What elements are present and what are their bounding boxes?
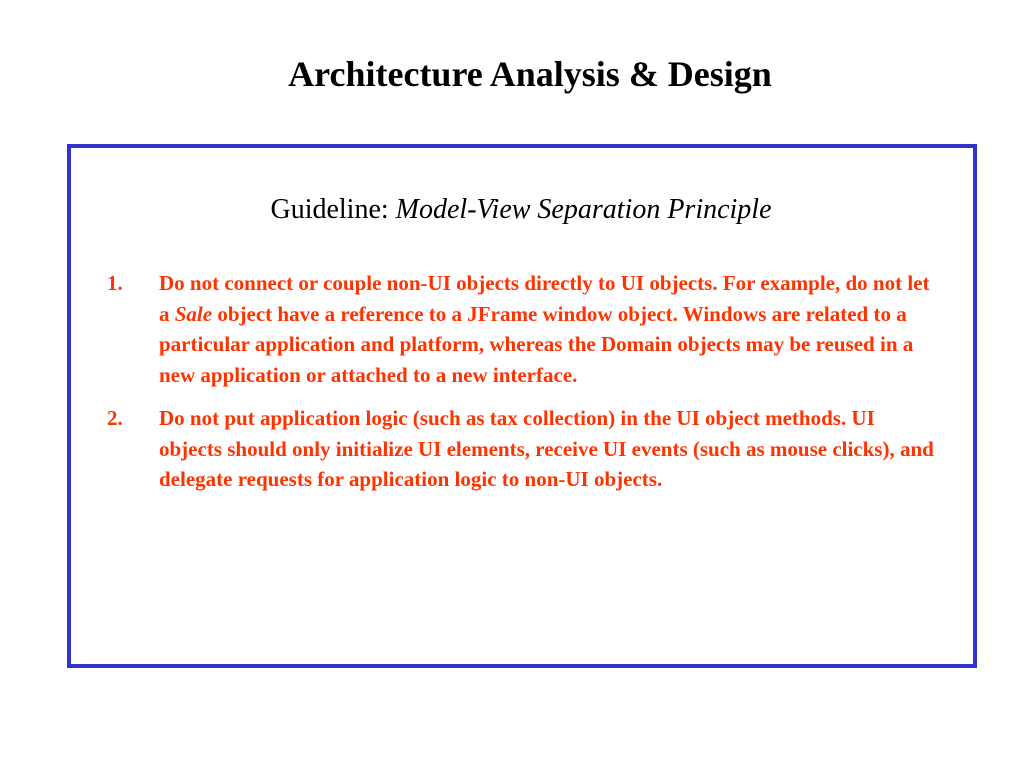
slide-title: Architecture Analysis & Design bbox=[288, 54, 772, 94]
list-item bbox=[107, 268, 937, 390]
list-item-number: 2. bbox=[107, 406, 123, 430]
list-item-text bbox=[159, 271, 930, 387]
list-item-emphasis: Sale bbox=[174, 301, 213, 326]
list-item-text-after: object have a reference to a JFrame window object. Windows are related to a particular application and platform, whereas the Domain objects may be reused in a new application or attached to a new interface. bbox=[159, 301, 914, 387]
list-item bbox=[107, 403, 937, 495]
list-item-number: 1. bbox=[107, 271, 123, 295]
guideline-principle: Model-View Separation Principle bbox=[395, 194, 772, 225]
guideline-list bbox=[107, 268, 937, 508]
guideline-box bbox=[67, 144, 977, 668]
list-item-text: Do not put application logic (such as tax collection) in the UI object methods. UI objects should only initialize UI elements, receive UI events (such as mouse clicks), and delegate requests for application logic to non-UI objects. bbox=[159, 406, 934, 491]
list-item-text-before: Do not connect or couple non-UI objects directly to UI objects. For example, do not let a bbox=[159, 271, 930, 326]
guideline-heading bbox=[71, 193, 971, 227]
guideline-label: Guideline: bbox=[270, 194, 389, 225]
